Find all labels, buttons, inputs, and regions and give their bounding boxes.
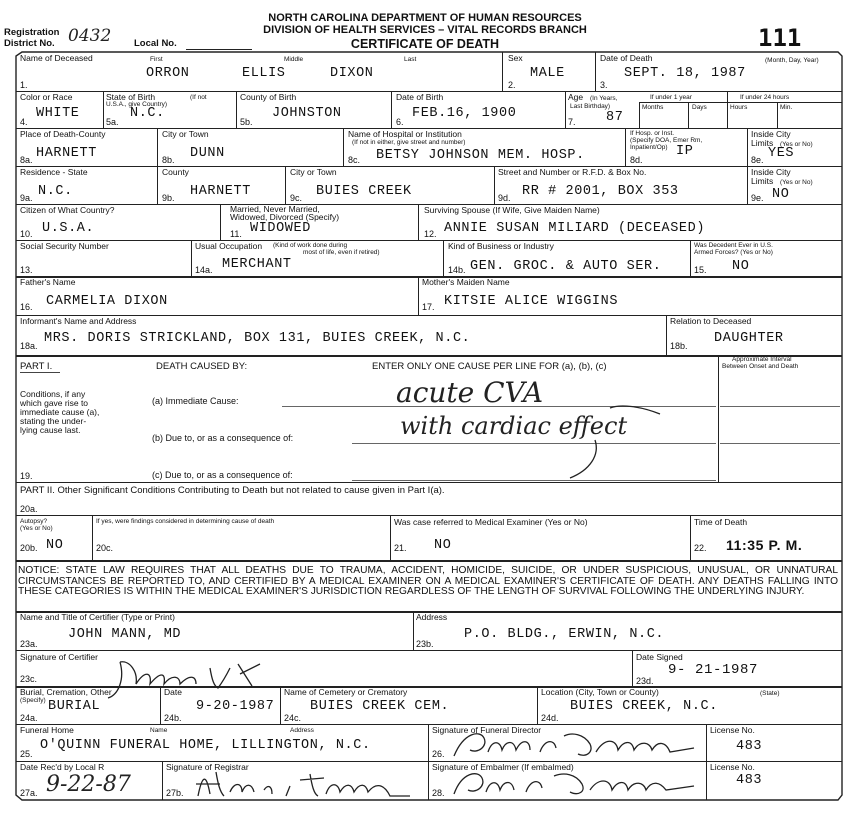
color-race-label: Color or Race <box>20 92 73 102</box>
date-received-value: 9-22-87 <box>46 772 131 797</box>
marital-value: WIDOWED <box>250 221 311 236</box>
field-number-9c: 9c. <box>290 193 303 203</box>
hosp-inst-label: If Hosp. or Inst. <box>630 130 675 137</box>
part-2-label: PART II. Other Significant Conditions Contributing to Death but not related to cause given in Part I(a). <box>20 485 445 496</box>
residence-street-value: RR # 2001, BOX 353 <box>522 184 679 199</box>
death-city-value: DUNN <box>190 146 225 161</box>
fathers-name-label: Father's Name <box>20 277 76 287</box>
residence-county-label: County <box>162 167 189 177</box>
race-value: WHITE <box>36 106 80 121</box>
license-no-2-label: License No. <box>710 762 755 772</box>
field-number-24c: 24c. <box>284 713 302 723</box>
time-of-death-label: Time of Death <box>694 517 748 527</box>
date-format-label: (Month, Day, Year) <box>765 57 819 64</box>
medical-examiner-value: NO <box>434 538 452 553</box>
field-number-13: 13. <box>20 265 33 275</box>
citizen-value: U.S.A. <box>42 221 95 236</box>
license-1-value: 483 <box>736 739 763 754</box>
due-to-b-label: (b) Due to, or as a consequence of: <box>152 433 294 443</box>
cause-a-value: acute CVA <box>396 376 544 409</box>
field-number-9e: 9e. <box>751 193 764 203</box>
citizen-label: Citizen of What Country? <box>20 205 115 215</box>
burial-date-value: 9-20-1987 <box>196 699 275 714</box>
field-number-20b: 20b. <box>20 543 38 553</box>
date-of-birth-label: Date of Birth <box>396 92 444 102</box>
residence-state-value: N.C. <box>38 184 73 199</box>
hospital-label: Name of Hospital or Institution <box>348 129 462 139</box>
field-number-27a: 27a. <box>20 788 38 798</box>
armed-forces-value: NO <box>732 259 750 274</box>
field-number-11: 11. <box>230 229 242 239</box>
burial-date-label: Date <box>164 687 182 697</box>
residence-county-value: HARNETT <box>190 184 251 199</box>
occupation-note-2: most of life, even if retired) <box>303 249 380 256</box>
mothers-maiden-label: Mother's Maiden Name <box>422 277 510 287</box>
field-number-5a: 5a. <box>106 117 119 127</box>
certifier-label: Name and Title of Certifier (Type or Print) <box>20 612 175 622</box>
occupation-value: MERCHANT <box>222 257 292 272</box>
field-number-28: 28. <box>432 788 445 798</box>
age-note: (In Years, <box>590 95 618 102</box>
immediate-cause-label: (a) Immediate Cause: <box>152 396 239 406</box>
sex-label: Sex <box>508 53 523 63</box>
field-number-16: 16. <box>20 302 33 312</box>
header-division: DIVISION OF HEALTH SERVICES – VITAL RECORDS BRANCH <box>263 24 587 36</box>
kind-of-business-label: Kind of Business or Industry <box>448 241 554 251</box>
certifier-signature <box>100 650 300 700</box>
field-number-23a: 23a. <box>20 639 38 649</box>
field-number-27b: 27b. <box>166 788 184 798</box>
cemetery-value: BUIES CREEK CEM. <box>310 699 450 714</box>
hosp-inst-label-2: (Specify DOA, Emer Rm, <box>630 137 703 144</box>
mother-value: KITSIE ALICE WIGGINS <box>444 294 619 309</box>
first-label: First <box>150 56 163 63</box>
burial-label: Burial, Cremation, Other <box>20 687 112 697</box>
middle-name-value: ELLIS <box>242 66 286 81</box>
field-number-18b: 18b. <box>670 341 688 351</box>
funeral-home-label: Funeral Home <box>20 725 74 735</box>
local-number-label: Local No. <box>134 38 177 49</box>
certificate-number: 111 <box>758 24 802 52</box>
field-number-2: 2. <box>508 80 516 90</box>
yes-no-label: (Yes or No) <box>780 141 813 148</box>
certifier-address-value: P.O. BLDG., ERWIN, N.C. <box>464 627 665 642</box>
part-1-label: PART I. <box>20 361 53 372</box>
res-yes-no-label: (Yes or No) <box>780 179 813 186</box>
field-number-12: 12. <box>424 229 437 239</box>
funeral-home-address-label: Address <box>290 727 314 734</box>
ssn-label: Social Security Number <box>20 241 109 251</box>
hosp-inst-label-3: Inpatient/Op) <box>630 144 668 151</box>
min-label: Min. <box>780 104 793 111</box>
armed-forces-label-2: Armed Forces? (Yes or No) <box>694 249 773 256</box>
date-signed-value: 9- 21-1987 <box>668 662 759 678</box>
signature-certifier-label: Signature of Certifier <box>20 652 98 662</box>
funeral-home-name-label: Name <box>150 727 168 734</box>
field-number-26: 26. <box>432 749 445 759</box>
field-number-23b: 23b. <box>416 639 434 649</box>
county-of-birth-label: County of Birth <box>240 92 297 102</box>
field-number-20c: 20c. <box>96 543 114 553</box>
under-24-hours-label: If under 24 hours <box>740 94 790 101</box>
hospital-value: BETSY JOHNSON MEM. HOSP. <box>376 148 585 163</box>
state-of-birth-note-2: U.S.A., give Country) <box>106 101 168 108</box>
due-to-c-label: (c) Due to, or as a consequence of: <box>152 470 293 480</box>
informant-value: MRS. DORIS STRICKLAND, BOX 131, BUIES CREEK, N.C. <box>44 331 471 346</box>
county-of-birth-value: JOHNSTON <box>272 106 342 121</box>
findings-label: If yes, were findings considered in determining cause of death <box>96 518 275 525</box>
field-number-17: 17. <box>422 302 435 312</box>
field-number-15: 15. <box>694 265 707 275</box>
cause-b-value: with cardiac effect <box>400 412 628 440</box>
field-number-23d: 23d. <box>636 676 654 686</box>
armed-forces-label: Was Decedent Ever in U.S. <box>694 242 773 249</box>
date-of-birth-value: FEB.16, 1900 <box>412 106 517 121</box>
field-number-6: 6. <box>396 117 404 127</box>
field-number-20a: 20a. <box>20 504 38 514</box>
disposition-value: BURIAL <box>48 699 101 714</box>
inside-city-label: Inside City <box>751 129 791 139</box>
inside-city-value: YES <box>768 146 795 161</box>
occupation-note: (Kind of work done during <box>273 242 348 249</box>
street-label: Street and Number or R.F.D. & Box No. <box>498 167 647 177</box>
field-number-5b: 5b. <box>240 117 253 127</box>
field-number-24d: 24d. <box>541 713 559 723</box>
cause-handwriting-stroke <box>560 400 670 480</box>
registration-label: Registration <box>4 27 60 38</box>
inside-limits-label: Limits <box>751 138 774 148</box>
header-department: NORTH CAROLINA DEPARTMENT OF HUMAN RESOURCES <box>268 12 582 24</box>
field-number-9a: 9a. <box>20 193 33 203</box>
res-inside-limits-label: Limits <box>751 176 774 186</box>
funeral-director-signature <box>444 726 704 762</box>
location-state-label: (State) <box>760 690 780 697</box>
residence-state-label: Residence - State <box>20 167 88 177</box>
business-value: GEN. GROC. & AUTO SER. <box>470 259 662 274</box>
certifier-address-label: Address <box>416 612 448 622</box>
sex-value: MALE <box>530 66 565 81</box>
cemetery-label: Name of Cemetery or Crematory <box>284 687 408 697</box>
informant-label: Informant's Name and Address <box>20 316 137 326</box>
registrar-sig-label: Signature of Registrar <box>166 762 249 772</box>
usual-occupation-label: Usual Occupation <box>195 241 263 251</box>
conditions-label-3: immediate cause (a), <box>20 407 100 417</box>
father-value: CARMELIA DIXON <box>46 294 168 309</box>
last-name-value: DIXON <box>330 66 374 81</box>
field-number-8c: 8c. <box>348 155 361 165</box>
certifier-value: JOHN MANN, MD <box>68 627 182 642</box>
state-of-birth-value: N.C. <box>130 106 165 121</box>
date-of-death-value: SEPT. 18, 1987 <box>624 66 746 81</box>
registrar-signature <box>190 766 420 802</box>
age-note-2: Last Birthday) <box>570 103 611 110</box>
state-of-birth-label: State of Birth <box>106 92 156 102</box>
field-number-24a: 24a. <box>20 713 38 723</box>
place-of-death-county-label: Place of Death-County <box>20 129 106 139</box>
conditions-label: Conditions, if any <box>20 389 86 399</box>
field-number-8d: 8d. <box>630 155 643 165</box>
field-number-1: 1. <box>20 80 28 90</box>
marital-label-2: Widowed, Divorced (Specify) <box>230 212 340 222</box>
spouse-value: ANNIE SUSAN MILIARD (DECEASED) <box>444 221 706 236</box>
field-number-24b: 24b. <box>164 713 182 723</box>
autopsy-value: NO <box>46 538 64 553</box>
field-number-21: 21. <box>394 543 407 553</box>
field-number-9b: 9b. <box>162 193 175 203</box>
enter-one-cause-label: ENTER ONLY ONE CAUSE PER LINE FOR (a), (b), (c) <box>372 361 607 372</box>
license-2-value: 483 <box>736 773 763 788</box>
conditions-label-4: stating the under- <box>20 416 87 426</box>
location-value: BUIES CREEK, N.C. <box>570 699 718 714</box>
first-name-value: ORRON <box>146 66 190 81</box>
district-number: 0432 <box>68 26 112 46</box>
date-signed-label: Date Signed <box>636 652 683 662</box>
surviving-spouse-label: Surviving Spouse (If Wife, Give Maiden Name) <box>424 205 600 215</box>
header-certificate-title: CERTIFICATE OF DEATH <box>350 37 500 51</box>
res-inside-city-label: Inside City <box>751 167 791 177</box>
relation-label: Relation to Deceased <box>670 316 752 326</box>
days-label: Days <box>692 104 707 111</box>
funeral-director-sig-label: Signature of Funeral Director <box>432 725 542 735</box>
district-label: District No. <box>4 38 55 49</box>
location-label: Location (City, Town or County) <box>541 687 659 697</box>
name-of-deceased-label: Name of Deceased <box>20 53 93 63</box>
death-caused-by-label: DEATH CAUSED BY: <box>156 361 248 372</box>
approx-interval-label: Approximate Interval <box>732 356 792 363</box>
medical-examiner-label: Was case referred to Medical Examiner (Yes or No) <box>394 517 588 527</box>
notice-text: NOTICE: STATE LAW REQUIRES THAT ALL DEATHS DUE TO TRAUMA, ACCIDENT, HOMICIDE, SUICIDE, OR UNDER SUSPICIOUS, UNUSUAL, OR UNNATURAL CIRCUMSTANCES BE REPORTED TO, AND CERTIFIED BY A MEDICAL EXAMINER ON A MEDICAL EXAMINER'S CERTIFICATE OF DEATH. ANY DEATHS FALLING INTO THESE CATEGORIES IS WITHIN THE MEDICAL EXAMINER'S JURISDICTION REGARDLESS OF THE LENGTH OF SURVIVAL FOLLOWING THE UNDERLYING INJURY. <box>18 565 838 597</box>
embalmer-signature <box>444 766 704 800</box>
field-number-8b: 8b. <box>162 155 175 165</box>
embalmer-sig-label: Signature of Embalmer (If embalmed) <box>432 762 574 772</box>
funeral-home-value: O'QUINN FUNERAL HOME, LILLINGTON, N.C. <box>40 738 371 753</box>
autopsy-yn-label: (Yes or No) <box>20 525 53 532</box>
hosp-status-value: IP <box>676 144 694 159</box>
field-number-10: 10. <box>20 229 33 239</box>
residence-city-value: BUIES CREEK <box>316 184 412 199</box>
under-1-year-label: If under 1 year <box>650 94 692 101</box>
field-number-22: 22. <box>694 543 707 553</box>
hospital-note: (If not in either, give street and number) <box>352 139 466 146</box>
age-value: 87 <box>606 110 624 125</box>
relation-value: DAUGHTER <box>714 331 784 346</box>
field-number-7: 7. <box>568 117 576 127</box>
field-number-8a: 8a. <box>20 155 33 165</box>
conditions-label-5: lying cause last. <box>20 425 81 435</box>
field-number-14b: 14b. <box>448 265 466 275</box>
autopsy-label: Autopsy? <box>20 518 48 525</box>
residence-city-label: City or Town <box>290 167 337 177</box>
field-number-19: 19. <box>20 471 33 481</box>
age-label: Age <box>568 92 584 102</box>
date-of-death-label: Date of Death <box>600 53 653 63</box>
field-number-3: 3. <box>600 80 608 90</box>
field-number-18a: 18a. <box>20 341 38 351</box>
hours-label: Hours <box>730 104 748 111</box>
field-number-23c: 23c. <box>20 674 38 684</box>
death-city-label: City or Town <box>162 129 209 139</box>
last-label: Last <box>404 56 417 63</box>
time-of-death-value: 11:35 P. M. <box>726 537 803 553</box>
marital-label: Married, Never Married, <box>230 204 320 214</box>
conditions-label-2: which gave rise to <box>20 398 89 408</box>
field-number-25: 25. <box>20 749 33 759</box>
death-county-value: HARNETT <box>36 146 97 161</box>
approx-interval-label-2: Between Onset and Death <box>722 363 799 370</box>
middle-label: Middle <box>284 56 304 63</box>
date-received-label: Date Rec'd by Local R <box>20 762 105 772</box>
res-inside-city-value: NO <box>772 187 790 202</box>
field-number-9d: 9d. <box>498 193 511 203</box>
field-number-8e: 8e. <box>751 155 764 165</box>
months-label: Months <box>642 104 664 111</box>
state-of-birth-note: (If not <box>190 94 207 101</box>
field-number-4: 4. <box>20 117 28 127</box>
specify-label: (Specify) <box>20 697 46 704</box>
license-no-label: License No. <box>710 725 755 735</box>
field-number-14a: 14a. <box>195 265 213 275</box>
